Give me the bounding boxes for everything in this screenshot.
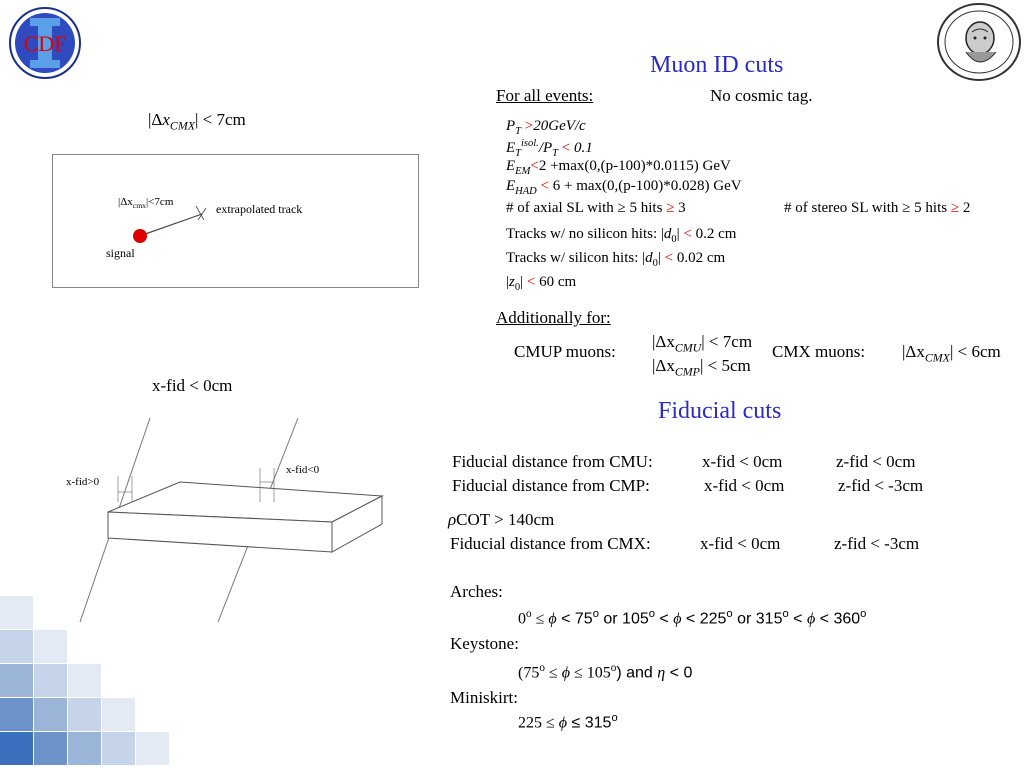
signal-marker <box>133 229 147 243</box>
fiducial-cmx-z: z-fid < -3cm <box>834 534 920 553</box>
cmup-muons-label: CMUP muons: <box>514 342 616 361</box>
fiducial-cmp-z: z-fid < -3cm <box>838 476 924 495</box>
keystone-label: Keystone: <box>450 634 519 653</box>
fiducial-cmp-label: Fiducial distance from CMP: <box>452 476 650 495</box>
signal-label: signal <box>106 246 135 260</box>
fiducial-cmx-label: Fiducial distance from CMX: <box>450 534 651 553</box>
et-isolation-cut: $E_T^{isol.}/P_T < 0.1$ <box>506 138 593 159</box>
mosaic-tile <box>0 630 33 663</box>
cmx-muons-label: CMX muons: <box>772 342 866 361</box>
all-events-label: For all events: <box>496 86 594 105</box>
fiducial-cmp-x: x-fid < 0cm <box>704 476 785 495</box>
ehad-cut: $E_{HAD} < 6 + \max(0,(p-100)*0.028)$ GeV <box>506 178 742 197</box>
mosaic-tile <box>34 664 67 697</box>
miniskirt-label: Miniskirt: <box>450 688 519 707</box>
eem-cut: $E_{EM}<2 +\max(0,(p-100)*0.0115)$ GeV <box>506 158 731 177</box>
diagram1-caption: $|\Delta x_{CMX}| < 7cm$ <box>148 110 246 133</box>
cut-label: $|\Delta x_{cmx}|<7cm$ <box>118 196 174 211</box>
mosaic-tile <box>102 698 135 731</box>
fiducial-cuts-title: Fiducial cuts <box>658 398 782 424</box>
pt-cut: $P_T >20GeV/c$ <box>506 118 586 137</box>
track-match-diagram <box>52 154 420 288</box>
fiducial-geometry-diagram <box>60 412 420 622</box>
cmx-cut: $|\Delta x_{CMX}| < 6cm$ <box>902 342 1001 365</box>
keystone-range: $(75^o \le \phi \le 105^o)$ and η < 0 <box>518 662 693 682</box>
extrapolated-track-label: extrapolated track <box>216 202 303 216</box>
mosaic-tile <box>0 732 33 765</box>
no-cosmic-note: No cosmic tag. <box>710 86 813 105</box>
mosaic-tile <box>0 664 33 697</box>
fiducial-cmu-label: Fiducial distance from CMU: <box>452 452 653 471</box>
stereo-sl-cut: # of stereo SL with ≥ 5 hits ≥ 2 <box>784 200 971 216</box>
xfid-positive-label: x-fid>0 <box>66 476 100 488</box>
diagram2-caption: x-fid < 0cm <box>152 376 233 395</box>
cdf-logo <box>8 6 82 80</box>
mosaic-tile <box>68 698 101 731</box>
mosaic-tile <box>68 732 101 765</box>
mosaic-tile <box>34 630 67 663</box>
fiducial-cmx-x: x-fid < 0cm <box>700 534 781 553</box>
mosaic-tile <box>34 698 67 731</box>
svg-text:CDF: CDF <box>23 31 67 56</box>
silicon-d0-cut: Tracks w/ silicon hits: $|d_0| < 0.02$ cm <box>506 250 726 269</box>
mosaic-tile <box>0 596 33 629</box>
mosaic-tile <box>68 664 101 697</box>
cmu-cut: $|\Delta x_{CMU}| < 7cm$ <box>652 332 753 355</box>
miniskirt-range: $225 \le \phi \le 315^o$ <box>518 712 618 732</box>
mosaic-tile <box>34 732 67 765</box>
rho-cot-cut: ρCOT > 140cm <box>448 510 555 529</box>
mosaic-tile <box>0 698 33 731</box>
muon-id-title: Muon ID cuts <box>650 52 784 78</box>
university-seal-logo <box>936 2 1022 82</box>
fiducial-cmu-x: x-fid < 0cm <box>702 452 783 471</box>
mosaic-tile <box>136 732 169 765</box>
mosaic-tile <box>102 732 135 765</box>
axial-sl-cut: # of axial SL with ≥ 5 hits ≥ 3 <box>506 200 686 216</box>
no-silicon-d0-cut: Tracks w/ no silicon hits: $|d_0| < 0.2$ cm <box>506 226 737 245</box>
z0-cut: $|z_0| < 60$ cm <box>506 274 577 293</box>
additionally-for-label: Additionally for: <box>496 308 611 327</box>
fiducial-cmu-z: z-fid < 0cm <box>836 452 916 471</box>
arches-label: Arches: <box>450 582 503 601</box>
xfid-negative-label: x-fid<0 <box>286 464 320 476</box>
arches-range: $0^o \le \phi < 75^o$ or $105^o < \phi < 225^o$ or $315^o < \phi < 360^o$ <box>518 608 867 628</box>
cmp-cut: $|\Delta x_{CMP}| < 5cm$ <box>652 356 751 379</box>
